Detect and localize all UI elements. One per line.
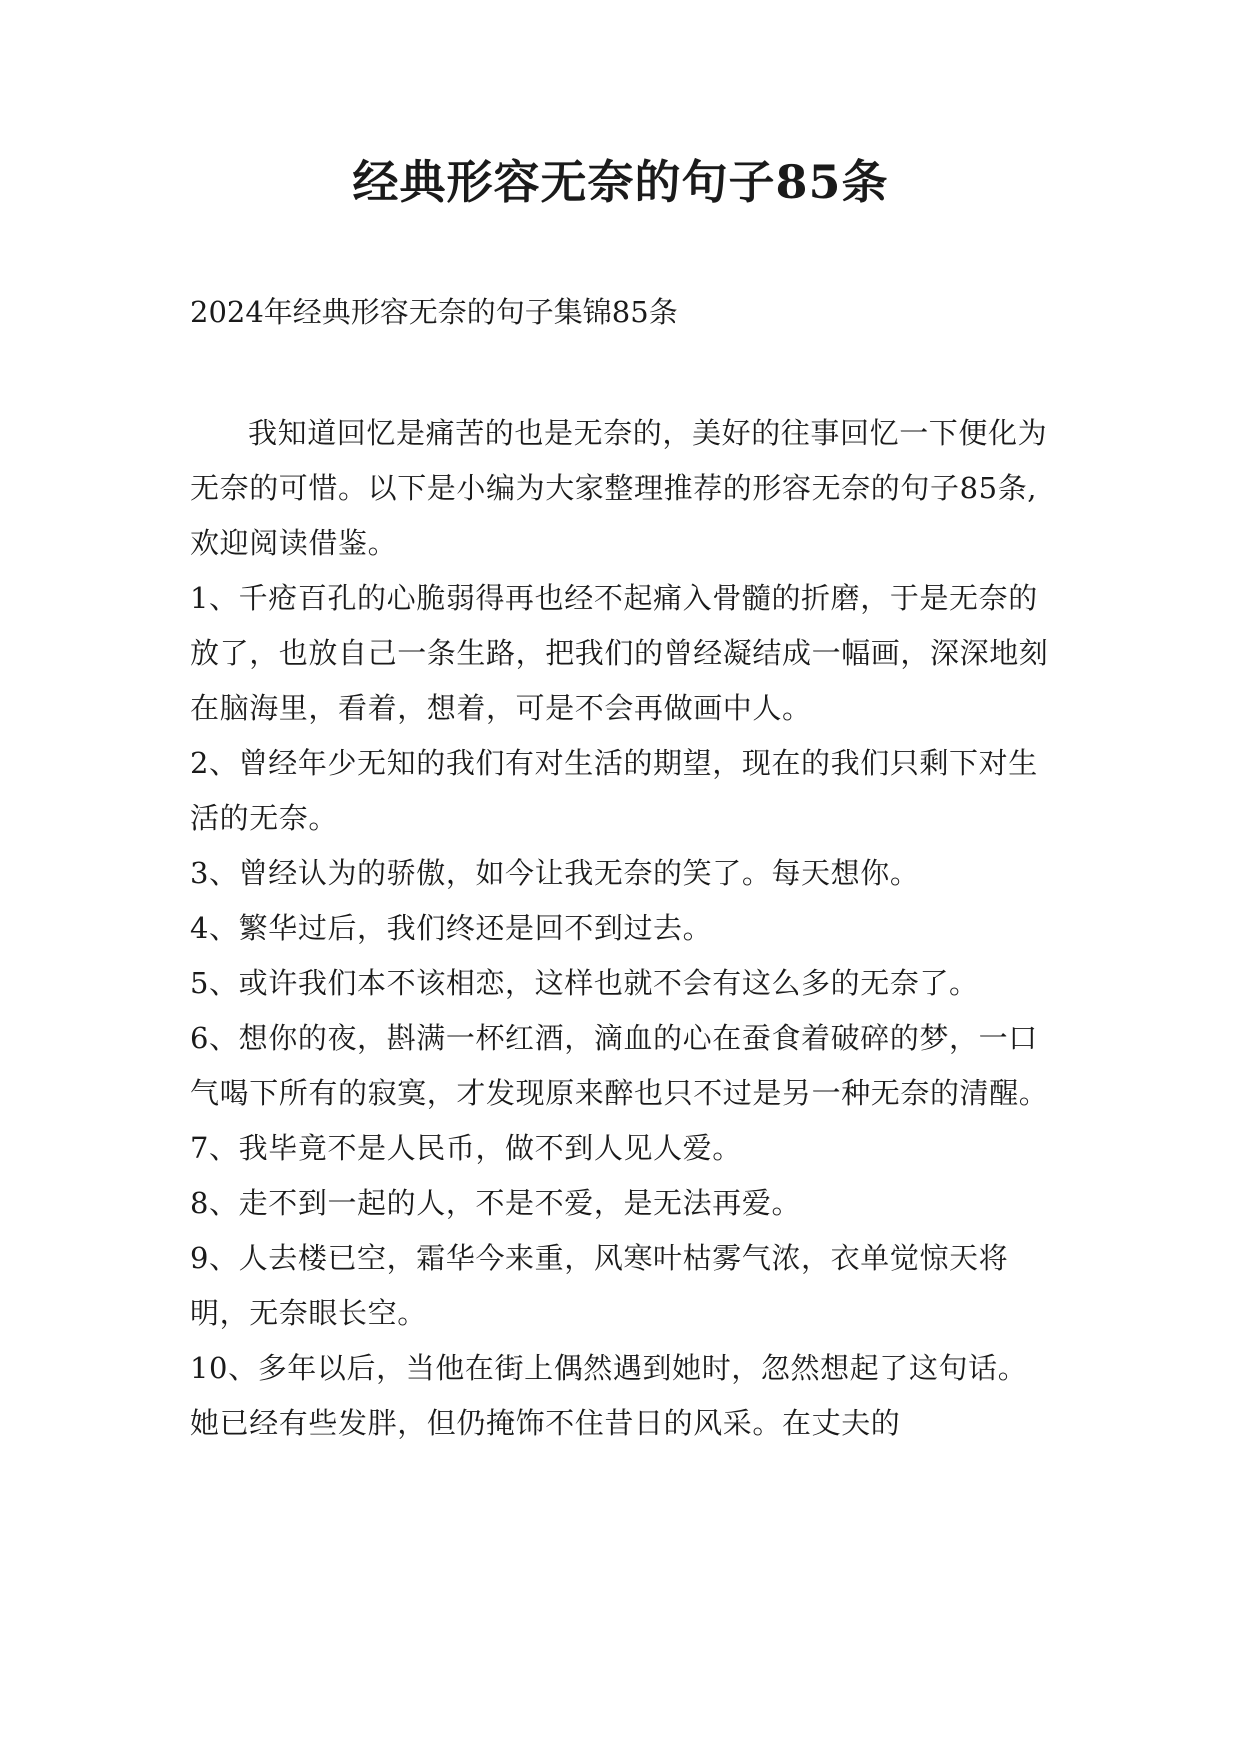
intro-paragraph: 我知道回忆是痛苦的也是无奈的，美好的往事回忆一下便化为无奈的可惜。以下是小编为大家整理推荐的形容无奈的句子85条,欢迎阅读借鉴。 [190, 416, 1048, 560]
list-item: 7、我毕竟不是人民币，做不到人见人爱。 [190, 1131, 742, 1165]
list-item: 6、想你的夜，斟满一杯红酒，滴血的心在蚕食着破碎的梦，一口气喝下所有的寂寞，才发现原来醉也只不过是另一种无奈的清醒。 [190, 1021, 1049, 1110]
list-item: 10、多年以后，当他在街上偶然遇到她时，忽然想起了这句话。她已经有些发胖，但仍掩饰不住昔日的风采。在丈夫的 [190, 1351, 1028, 1440]
list-item: 9、人去楼已空，霜华今来重，风寒叶枯雾气浓，衣单觉惊天将明，无奈眼长空。 [190, 1241, 1009, 1330]
document-subtitle: 2024年经典形容无奈的句子集锦85条 [190, 295, 678, 329]
list-item: 5、或许我们本不该相恋，这样也就不会有这么多的无奈了。 [190, 966, 979, 1000]
list-item: 8、走不到一起的人，不是不爱，是无法再爱。 [190, 1186, 802, 1220]
list-item: 4、繁华过后，我们终还是回不到过去。 [190, 911, 713, 945]
document-body [190, 406, 1050, 1451]
list-item: 3、曾经认为的骄傲，如今让我无奈的笑了。每天想你。 [190, 856, 920, 890]
document-title: 经典形容无奈的句子85条 [352, 155, 889, 209]
list-item: 2、曾经年少无知的我们有对生活的期望，现在的我们只剩下对生活的无奈。 [190, 746, 1038, 835]
list-item: 1、千疮百孔的心脆弱得再也经不起痛入骨髓的折磨，于是无奈的放了，也放自己一条生路，把我们的曾经凝结成一幅画，深深地刻在脑海里，看着，想着，可是不会再做画中人。 [190, 581, 1049, 725]
